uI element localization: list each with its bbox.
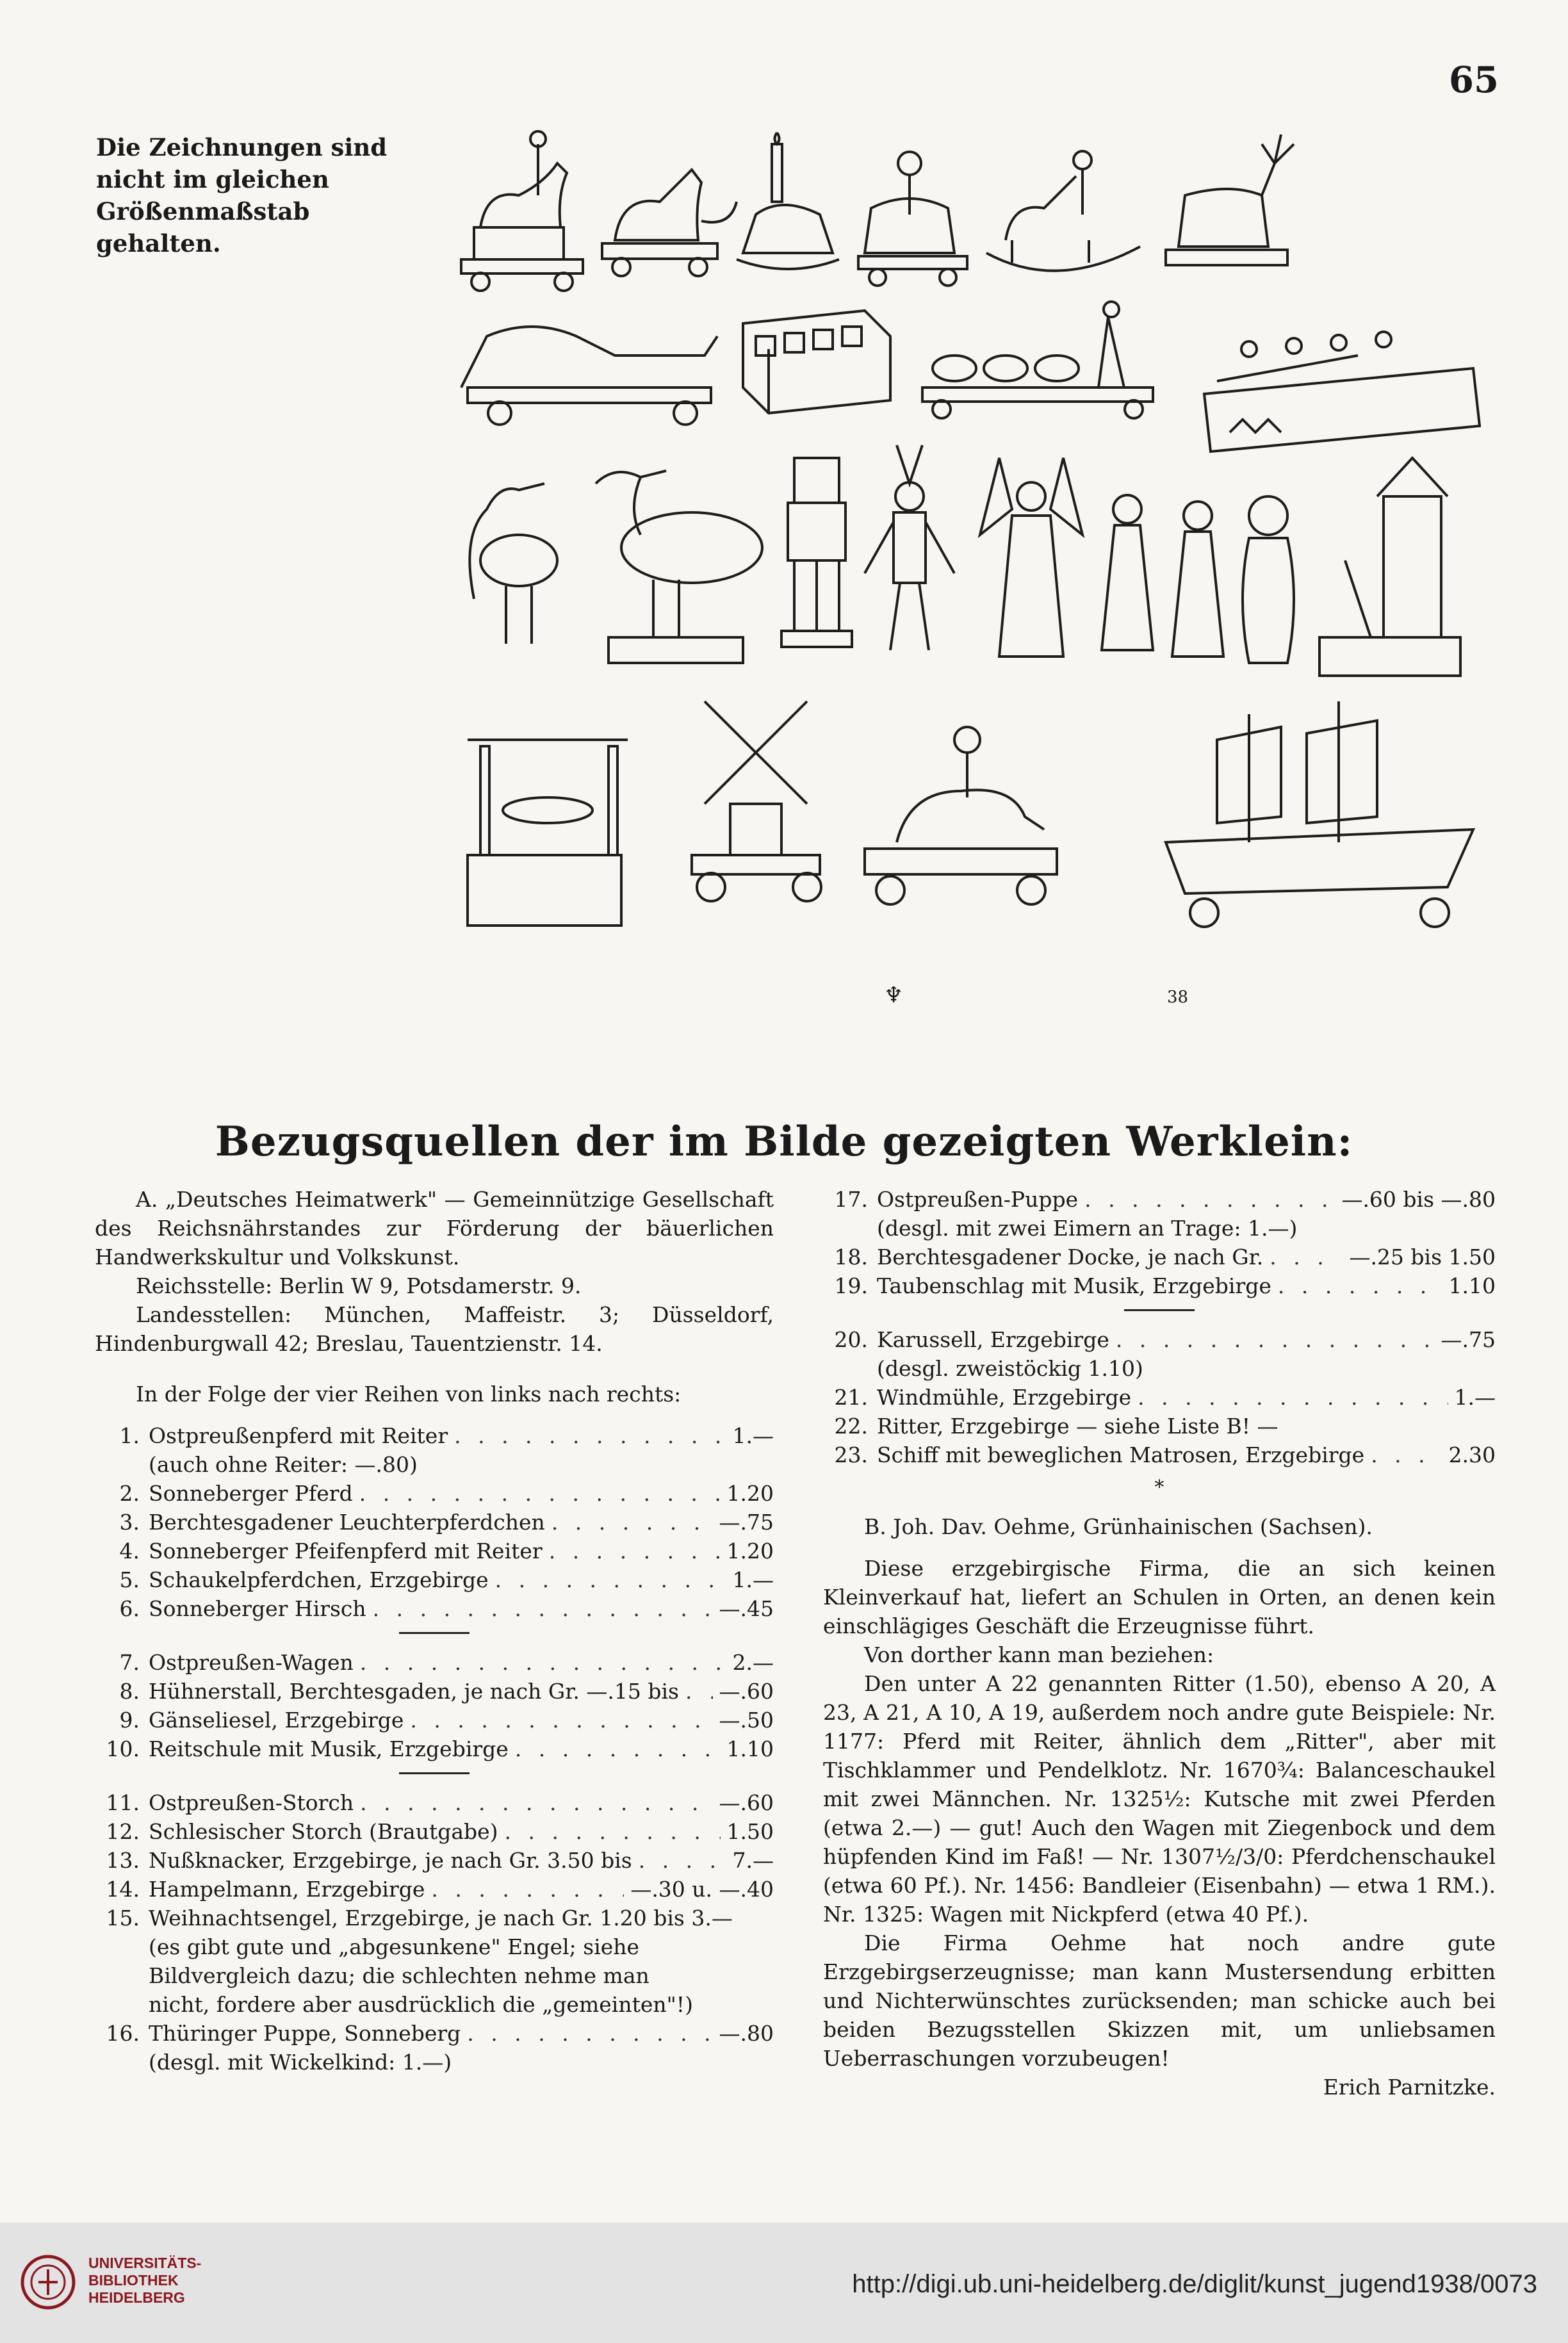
right-column	[823, 1185, 1496, 2102]
toy-candle-horse	[737, 133, 839, 269]
item-name: Sonneberger Pfeifenpferd mit Reiter	[149, 1539, 543, 1563]
item-price: 7.—	[732, 1848, 774, 1873]
toy-rocking-horse	[986, 151, 1140, 271]
list-item-note: nicht, fordere aber ausdrücklich die „gemeinten"!)	[149, 1992, 693, 2017]
list-item	[823, 1185, 1496, 1214]
item-number: 6.	[119, 1596, 140, 1621]
item-price: 1.50	[726, 1819, 774, 1844]
item-price: 1.—	[732, 1423, 774, 1448]
source-b-paragraph: Die Firma Oehme hat noch andre gute Erzgebirgserzeugnisse; man kann Mustersendung erbitten und Nichterwünschtes zurücksenden; man schicke auch bei beiden Bezugsstellen Skizzen mit, um unliebsamen Ueberraschungen vorzubeugen!	[823, 1931, 1496, 2071]
list-item	[95, 1875, 774, 1904]
source-a-landesstellen: Landesstellen: München, Maffeistr. 3; Düsseldorf, Hindenburgwall 42; Breslau, Tauentzienstr. 14.	[95, 1302, 774, 1356]
item-price: 1.—	[732, 1567, 774, 1592]
list-item	[823, 1271, 1496, 1300]
item-name: Ostpreußen-Wagen	[149, 1650, 354, 1675]
divider	[1124, 1309, 1195, 1311]
item-name: Berchtesgadener Leuchterpferdchen	[149, 1510, 545, 1535]
toy-windmill	[692, 701, 821, 901]
list-item	[95, 1594, 774, 1623]
toy-berchtesgaden-doll	[1243, 496, 1294, 663]
leader-dots	[454, 1421, 726, 1450]
item-name: Schaukelpferdchen, Erzgebirge	[149, 1567, 489, 1592]
item-number: 1.	[119, 1423, 140, 1448]
item-name: Ostpreußen-Storch	[149, 1790, 354, 1815]
list-item	[823, 1383, 1496, 1412]
list-item	[95, 1421, 774, 1450]
leader-dots	[551, 1508, 713, 1537]
list-item-note: Bildvergleich dazu; die schlechten nehme man	[149, 1963, 649, 1988]
toy-sonneberg-horse	[602, 170, 737, 276]
item-name: Ritter, Erzgebirge — siehe Liste B! —	[877, 1414, 1278, 1439]
leader-dots	[1084, 1185, 1335, 1214]
item-price: 1.20	[726, 1481, 774, 1506]
item-name: Windmühle, Erzgebirge	[877, 1385, 1132, 1410]
leader-dots	[373, 1594, 713, 1623]
toy-drawings-svg	[448, 125, 1499, 1034]
separator-star: *	[1154, 1476, 1164, 1499]
item-price: —.60 bis —.80	[1341, 1187, 1496, 1212]
list-item	[823, 1325, 1496, 1354]
list-item-note: (desgl. mit Wickelkind: 1.—)	[149, 2050, 452, 2075]
toy-carousel	[468, 740, 628, 926]
figure-caption: Die Zeichnungen sind nicht im gleichen Größenmaßstab gehalten.	[96, 133, 388, 257]
item-price: 2.—	[732, 1650, 774, 1675]
toy-horse-with-rider	[461, 131, 583, 291]
item-price: 1.20	[726, 1539, 774, 1563]
toy-east-prussian-stork	[470, 484, 557, 644]
item-price: 1.10	[1448, 1273, 1496, 1298]
item-number: 14.	[106, 1877, 140, 1902]
left-column	[95, 1185, 774, 2077]
leader-dots	[360, 1788, 712, 1817]
toy-east-prussian-doll	[1172, 502, 1223, 657]
item-number: 20.	[834, 1327, 868, 1352]
list-item	[95, 1648, 774, 1677]
footer-bar	[0, 2223, 1568, 2343]
leader-dots	[549, 1537, 721, 1565]
source-b-heading: B. Joh. Dav. Oehme, Grünhainischen (Sachsen).	[864, 1514, 1373, 1539]
figure-number: 38	[1167, 988, 1189, 1007]
list-item-note: (es gibt gute und „abgesunkene" Engel; siehe	[149, 1934, 640, 1959]
item-number: 18.	[834, 1245, 868, 1269]
leader-dots	[515, 1735, 721, 1763]
list-item-note: (auch ohne Reiter: —.80)	[149, 1452, 418, 1477]
item-number: 10.	[106, 1736, 140, 1761]
list-item	[823, 1412, 1496, 1441]
leader-dots	[639, 1846, 726, 1875]
item-name: Berchtesgadener Docke, je nach Gr.	[877, 1245, 1264, 1269]
item-number: 19.	[834, 1273, 868, 1298]
item-price: 2.30	[1448, 1442, 1496, 1467]
item-number: 13.	[106, 1848, 140, 1873]
list-item	[95, 1788, 774, 1817]
source-b-paragraph: Diese erzgebirgische Firma, die an sich keinen Kleinverkauf hat, liefert an Schulen in Orten, an denen kein einschlägiges Geschäft die Erzeugnisse führt.	[823, 1556, 1496, 1638]
list-group-1	[95, 1421, 774, 1623]
item-price: 1.10	[726, 1736, 774, 1761]
toy-sonneberg-deer	[1166, 135, 1294, 265]
item-number: 11.	[106, 1790, 140, 1815]
item-price: —.30 u. —.40	[630, 1877, 774, 1902]
item-number: 17.	[834, 1187, 868, 1212]
toy-east-prussian-wagon	[461, 327, 717, 425]
item-name: Taubenschlag mit Musik, Erzgebirge	[877, 1273, 1271, 1298]
leader-dots	[410, 1706, 712, 1735]
list-item	[95, 1565, 774, 1594]
list-item: 16. Thüringer Puppe, Sonneberg . . . —.80	[95, 2019, 774, 2048]
item-name: Sonneberger Pferd	[149, 1481, 353, 1506]
divider	[399, 1632, 470, 1634]
item-price: —.60	[719, 1679, 774, 1704]
list-item	[95, 1508, 774, 1537]
item-name: Ostpreußen-Puppe	[877, 1187, 1079, 1212]
item-name: Ostpreußenpferd mit Reiter	[149, 1423, 448, 1448]
list-item	[95, 1735, 774, 1763]
leader-dots	[1371, 1441, 1442, 1469]
source-b-paragraph: Von dorther kann man beziehen:	[864, 1642, 1214, 1667]
toy-ship-with-sailors	[1166, 701, 1473, 927]
toy-thuringian-doll	[1102, 495, 1153, 650]
toy-illustration	[448, 125, 1499, 1034]
toy-jumping-jack	[865, 445, 954, 650]
item-number: 9.	[119, 1708, 140, 1733]
source-a-heading: A. „Deutsches Heimatwerk" — Gemeinnützige Gesellschaft des Reichsnährstandes zur Förderung der bäuerlichen Handwerkskultur und Volkskunst.	[95, 1187, 774, 1269]
item-number: 12.	[106, 1819, 140, 1844]
item-number: 22.	[834, 1414, 868, 1439]
item-price: —.75	[1441, 1327, 1496, 1352]
toy-nutcracker	[781, 458, 852, 647]
item-price: —.25 bis 1.50	[1349, 1245, 1496, 1269]
item-number: 23.	[834, 1442, 868, 1467]
list-item-note: (desgl. mit zwei Eimern an Trage: 1.—)	[877, 1216, 1298, 1241]
toy-chicken-coop	[743, 311, 890, 413]
source-url-link[interactable]: http://digi.ub.uni-heidelberg.de/diglit/kunst_jugend1938/0073	[852, 2270, 1537, 2298]
item-name: Nußknacker, Erzgebirge, je nach Gr. 3.50 bis	[149, 1848, 632, 1873]
list-intro: In der Folge der vier Reihen von links nach rechts:	[136, 1382, 682, 1407]
leader-dots	[359, 1479, 721, 1508]
item-name: Gänseliesel, Erzgebirge	[149, 1708, 404, 1733]
toy-pipe-horse-with-rider	[858, 152, 967, 286]
item-name: Hampelmann, Erzgebirge	[149, 1877, 425, 1902]
item-number: 21.	[834, 1385, 868, 1410]
list-item	[95, 1677, 774, 1706]
item-number: 7.	[119, 1650, 140, 1675]
list-group-3	[95, 1788, 774, 1904]
item-name: Schlesischer Storch (Brautgabe)	[149, 1819, 498, 1844]
section-title: Bezugsquellen der im Bilde gezeigten Werklein:	[215, 1118, 1353, 1166]
leader-dots	[505, 1817, 721, 1846]
item-number: 3.	[119, 1510, 140, 1535]
item-price: —.60	[719, 1790, 774, 1815]
item-name: Hühnerstall, Berchtesgaden, je nach Gr. —.15 bis	[149, 1679, 679, 1704]
source-a-reichsstelle: Reichsstelle: Berlin W 9, Potsdamerstr. 9.	[136, 1273, 582, 1298]
toy-riding-school-with-music	[1204, 332, 1480, 452]
leader-dots	[1270, 1243, 1343, 1271]
toy-goose-girl	[922, 302, 1153, 418]
toy-dovecote-with-music	[1319, 458, 1460, 676]
leader-dots	[495, 1565, 726, 1594]
leader-dots	[1278, 1271, 1442, 1300]
item-price: —.50	[719, 1708, 774, 1733]
item-price: —.75	[719, 1510, 774, 1535]
signature: Erich Parnitzke.	[1323, 2075, 1496, 2100]
leader-dots	[431, 1875, 624, 1904]
figure-mark: ♆	[884, 983, 904, 1008]
list-item: 15. Weihnachtsengel, Erzgebirge, je nach Gr. 1.20 bis 3.—	[106, 1906, 733, 1931]
list-item	[823, 1441, 1496, 1469]
library-name: UNIVERSITÄTS- BIBLIOTHEK HEIDELBERG	[88, 2255, 202, 2306]
item-name: Schiff mit beweglichen Matrosen, Erzgebirge	[877, 1442, 1365, 1467]
source-b-paragraph: Den unter A 22 genannten Ritter (1.50), ebenso A 20, A 23, A 21, A 10, A 19, außerdem noch andre gute Beispiele: Nr. 1177: Pferd mit Reiter, ähnlich dem „Ritter", aber mit Tischklammer und Pendelklotz. Nr. 1670¾: Balanceschaukel mit zwei Männchen. Nr. 1325½: Kutsche mit zwei Pferden (etwa 2.—) — gut! Auch den Wagen mit Ziegenbock und dem hüpfenden Kind im Faß! — Nr. 1307½/3/0: Pferdchenschaukel (etwa 60 Pf.). Nr. 1456: Bandleier (Eisenbahn) — etwa 1 RM.). Nr. 1325: Wagen mit Nickpferd (etwa 40 Pf.).	[823, 1671, 1496, 1927]
toy-silesian-stork	[596, 471, 762, 663]
toy-knight	[865, 727, 1057, 904]
list-item	[95, 1537, 774, 1565]
leader-dots	[685, 1677, 713, 1706]
item-name: Karussell, Erzgebirge	[877, 1327, 1109, 1352]
page-number: 65	[1449, 59, 1499, 101]
leader-dots	[360, 1648, 726, 1677]
item-price: —.45	[719, 1596, 774, 1621]
leader-dots	[1138, 1383, 1448, 1412]
item-number: 5.	[119, 1567, 140, 1592]
list-item	[95, 1706, 774, 1735]
list-item	[823, 1243, 1496, 1271]
leader-dots	[1116, 1325, 1435, 1354]
divider	[399, 1772, 470, 1774]
list-group-2	[95, 1648, 774, 1763]
item-number: 8.	[119, 1679, 140, 1704]
list-item	[95, 1846, 774, 1875]
item-name: Sonneberger Hirsch	[149, 1596, 366, 1621]
list-item	[95, 1817, 774, 1846]
toy-christmas-angel	[980, 458, 1082, 657]
item-name: Reitschule mit Musik, Erzgebirge	[149, 1736, 509, 1761]
list-group-4	[823, 1185, 1496, 1300]
item-number: 2.	[119, 1481, 140, 1506]
list-group-5	[823, 1325, 1496, 1469]
university-seal-icon	[19, 2253, 77, 2311]
item-number: 4.	[119, 1539, 140, 1563]
list-item-note: (desgl. zweistöckig 1.10)	[877, 1356, 1143, 1381]
list-item	[95, 1479, 774, 1508]
item-price: 1.—	[1454, 1385, 1496, 1410]
